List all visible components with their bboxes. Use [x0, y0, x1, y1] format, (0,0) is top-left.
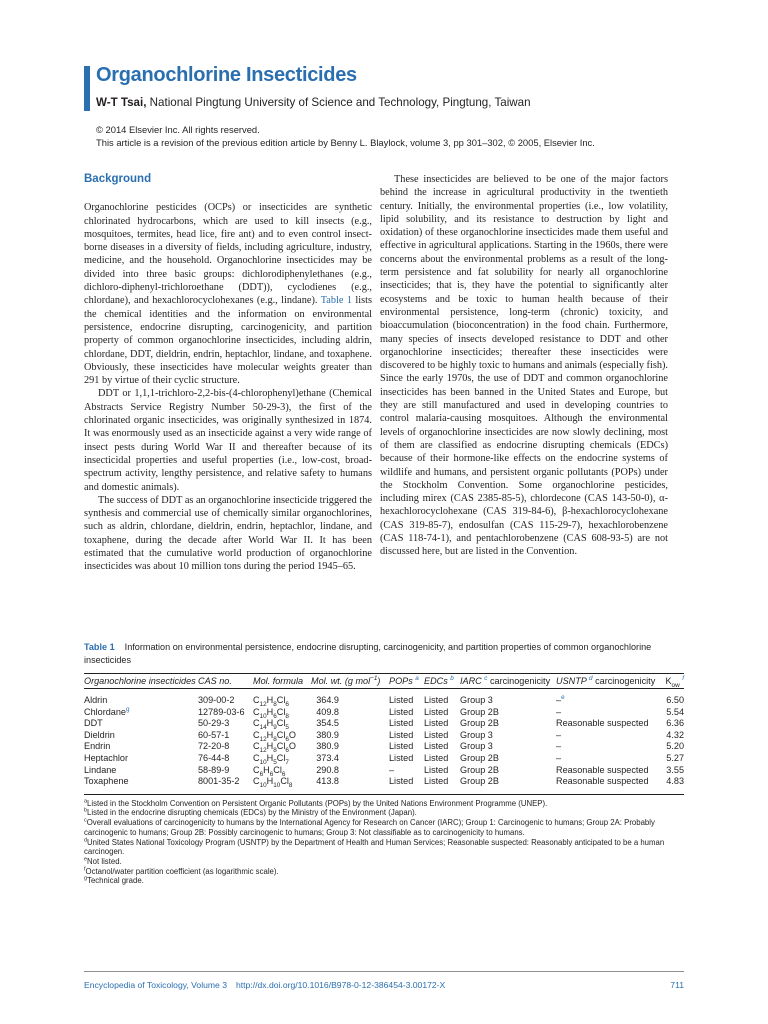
cell-mw: 364.9: [316, 695, 339, 705]
cell-formula: $C_6H_6Cl_6$: [253, 764, 286, 778]
cell-formula: $C_{10}H_5Cl_7$: [253, 752, 289, 766]
text-column-left: [84, 173, 372, 574]
header-name: Organochlorine insecticides: [84, 676, 196, 686]
cell-pops: Listed: [389, 752, 414, 763]
cell-iarc: Group 3: [460, 729, 493, 740]
cell-usntp: Reasonable suspected: [556, 776, 649, 787]
footnote: $^b$Listed in the endocrine disrupting chemicals (EDCs) by the Ministry of the Environment (Japan).: [84, 807, 417, 818]
table-1-link[interactable]: Table 1: [320, 295, 352, 307]
footnote: $^d$United States National Toxicology Program (USNTP) by the Department of Health and Human Services; Reasonable suspected: Reasonably anticipated to be a human carcinogen.: [84, 836, 665, 857]
cell-name: Heptachlor: [84, 752, 128, 763]
table-1: [84, 641, 684, 886]
header-iarc: IARC $^c$ carcinogenicity: [460, 674, 551, 686]
cell-kow: 3.55: [666, 764, 684, 775]
cell-kow: 6.50: [666, 695, 684, 705]
cell-name: Toxaphene: [84, 776, 129, 787]
title-accent-bar: [84, 66, 90, 111]
cell-kow: 4.83: [666, 776, 684, 787]
cell-pops: Listed: [389, 718, 414, 729]
article-title: Organochlorine Insecticides: [96, 64, 357, 86]
table-footnotes: [84, 799, 684, 886]
table-row: [84, 718, 684, 730]
cell-pops: –: [389, 764, 395, 775]
author-affiliation: National Pingtung University of Science and Technology, Pingtung, Taiwan: [146, 96, 531, 109]
header-cas: CAS no.: [198, 676, 232, 686]
cell-mw: 409.8: [316, 706, 339, 717]
cell-mw: 413.8: [316, 776, 339, 787]
cell-mw: 380.9: [316, 729, 339, 740]
section-heading: Background: [84, 173, 152, 185]
paragraph-1-text-cont: lists the chemical identities and the information on environmental persistence, endocrine disrupting, carcinogenicity, and partition property of common organochlorine insecticides, including aldrin, chlordane, DDT, dieldrin, endrin, heptachlor, lindane, and toxaphene. Obviously, these insecticides have molecular weights greater than 291 by virtue of their cyclic structure.: [84, 295, 372, 387]
cell-name: Lindane: [84, 764, 117, 775]
cell-pops: Listed: [389, 695, 414, 705]
cell-pops: Listed: [389, 776, 414, 787]
table-row: [84, 730, 684, 742]
copyright-line: © 2014 Elsevier Inc. All rights reserved.: [96, 124, 260, 135]
cell-iarc: Group 2B: [460, 764, 499, 775]
cell-edcs: Listed: [424, 741, 449, 752]
header-kow: $K_{ow}$ $^f$: [665, 674, 684, 689]
table-caption: [84, 641, 684, 667]
cell-name: DDT: [84, 718, 103, 729]
cell-edcs: Listed: [424, 752, 449, 763]
cell-edcs: Listed: [424, 764, 449, 775]
revision-note: This article is a revision of the previous edition article by Benny L. Blaylock, volume 3, pp 301–302, © 2005, Elsevier Inc.: [96, 137, 595, 148]
table-row: [84, 707, 684, 719]
cell-mw: 373.4: [316, 752, 339, 763]
table-row: [84, 765, 684, 777]
author-name: W-T Tsai,: [96, 96, 147, 109]
cell-iarc: Group 2B: [460, 752, 499, 763]
cell-usntp: –: [556, 729, 562, 740]
header-mw: Mol. wt. (g mol$^{-1}$): [311, 674, 381, 686]
cell-formula: $C_{14}H_9Cl_5$: [253, 718, 289, 731]
footnote: $^e$Not listed.: [84, 856, 122, 866]
paragraph-3: The success of DDT as an organochlorine insecticide triggered the synthesis and commercial use of chemically similar organochlorines, such as aldrin, chlordane, dieldrin, endrin, heptachlor, lindane, and toxaphene, during the decade after World War II. It has been estimated that the cumulative world production of organochlorine insecticides was about 10 million tons during the period 1945–65.: [84, 494, 372, 573]
cell-iarc: Group 2B: [460, 718, 499, 729]
paragraph-4: These insecticides are believed to be one of the major factors behind the increase in agricultural productivity in the twentieth century. Initially, the environmental properties (i.e., low volatility, lipid solubility, and its resistance to destruction by light and oxidation) of these organochlorine insecticides made them useful and effective in agricultural applications. Starting in the 1960s, there were concerns about the environmental problems as a result of the long-term persistence and fat solubility for nearly all organochlorine insecticides; that is, they have the potential to significantly alter ecosystems and be toxic to human health because of their environmental persistence, long-term (chronic) toxicity, and bioaccumulation (bioconcentration) in the food chain. Furthermore, many species of insects developed resistance to DDT and other organochlorine insecticides; thereafter these insecticides were discovered to be highly toxic to humans and animals (especially fish). Since the early 1970s, the use of DDT and common organochlorine insecticides has been banned in the United States and Europe, but they are still manufactured and used in developing countries to control malaria-causing mosquitoes. Although the environmental levels of organochlorine insecticides are now slowly declining, most of them are classified as endocrine disrupting chemicals (EDCs) because of their hormone-like effects on the endocrine systems of wildlife and humans, and persistent organic pollutants (POPs) under the Stockholm Convention. Some organochlorine pesticides, including mirex (CAS 2385-85-5), chlordecone (CAS 143-50-0), α-hexachlorocyclohexane (CAS 319-84-6), β-hexachlorocyclohexane (CAS 319-85-7), endosulfan (CAS 115-29-7), hexachlorobenzene (CAS 118-74-1), and pentachlorobenzene (CAS 608-93-5) are not discussed here, but are listed in the Convention.: [380, 174, 668, 558]
table-row: [84, 695, 684, 707]
cell-cas: 50-29-3: [198, 718, 230, 729]
cell-usntp: Reasonable suspected: [556, 764, 649, 775]
paragraph-1: [84, 201, 372, 387]
text-column-right: [380, 173, 668, 559]
cell-usntp: Reasonable suspected: [556, 718, 649, 729]
header-formula: Mol. formula: [253, 676, 304, 686]
cell-pops: Listed: [389, 741, 414, 752]
cell-formula: $C_{12}H_8Cl_6$: [253, 695, 289, 708]
header-edcs: EDCs $^b$: [424, 674, 454, 686]
footer-rule: [84, 971, 684, 972]
cell-cas: 8001-35-2: [198, 776, 240, 787]
footnote: $^g$Technical grade.: [84, 875, 144, 886]
table-label: Table 1: [84, 642, 115, 652]
cell-iarc: Group 2B: [460, 776, 499, 787]
table-row: [84, 776, 684, 788]
cell-cas: 76-44-8: [198, 752, 230, 763]
cell-name: Chlordane$^g$: [84, 705, 130, 717]
table-caption-text: Information on environmental persistence, endocrine disrupting, carcinogenicity, and partition properties of common organochlorine insecticides: [84, 642, 652, 665]
cell-kow: 5.54: [666, 706, 684, 717]
footnote: $^c$Overall evaluations of carcinogenicity to humans by the International Agency for Research on Cancer (IARC); Group 1: Carcinogenic to humans; Group 2A: Probably carcinogenic to humans; Group 2B: Possibly carcinogenic to humans; Group 3: Not classifiable as to carcinogenicity to humans.: [84, 817, 655, 837]
cell-iarc: Group 3: [460, 695, 493, 705]
cell-kow: 5.20: [666, 741, 684, 752]
cell-usntp: –$^e$: [556, 693, 565, 705]
table-header-row: [84, 674, 684, 688]
cell-kow: 6.36: [666, 718, 684, 729]
table-row: [84, 741, 684, 753]
footnote: $^a$Listed in the Stockholm Convention on Persistent Organic Pollutants (POPs) by the United Nations Environment Programme (UNEP).: [84, 798, 548, 808]
cell-cas: 309-00-2: [198, 695, 235, 705]
paragraph-2: DDT or 1,1,1-trichloro-2,2-bis-(4-chlorophenyl)ethane (Chemical Abstracts Service Registry Number 50-29-3), the first of the chlorinated organic insecticides, was originally synthesized in 1874. It was enormously used as an insecticide against a very wide range of insect pests during World War II and thereafter because of its insecticidal properties and useful properties (i.e., low-cost, broad-spectrum activity, lengthy persistence, and relative safety to humans and domestic animals).: [84, 388, 372, 493]
table-body: [84, 689, 684, 788]
cell-cas: 12789-03-6: [198, 706, 245, 717]
footer-page-number: 711: [670, 980, 684, 990]
cell-pops: Listed: [389, 729, 414, 740]
cell-formula: $C_{10}H_{10}Cl_8$: [253, 776, 293, 789]
footer-doi-link[interactable]: http://dx.doi.org/10.1016/B978-0-12-386454-3.00172-X: [236, 980, 446, 990]
cell-cas: 58-89-9: [198, 764, 230, 775]
header-usntp: USNTP $^d$ carcinogenicity: [556, 674, 656, 686]
cell-name: Aldrin: [84, 695, 108, 705]
cell-usntp: –: [556, 706, 562, 717]
cell-name: Dieldrin: [84, 729, 115, 740]
cell-pops: Listed: [389, 706, 414, 717]
copyright-block: [96, 123, 595, 149]
cell-cas: 60-57-1: [198, 729, 230, 740]
cell-edcs: Listed: [424, 706, 449, 717]
cell-iarc: Group 2B: [460, 706, 499, 717]
footnote: $^f$Octanol/water partition coefficient (as logarithmic scale).: [84, 866, 279, 876]
header-pops: POPs $^a$: [389, 674, 419, 686]
cell-kow: 4.32: [666, 729, 684, 740]
cell-mw: 354.5: [316, 718, 339, 729]
cell-edcs: Listed: [424, 718, 449, 729]
author-line: [96, 96, 531, 109]
cell-formula: $C_{10}H_6Cl_8$: [253, 706, 289, 720]
paragraph-1-text: Organochlorine pesticides (OCPs) or insecticides are synthetic chlorinated hydrocarbons, which are used to kill insects (e.g., mosquitoes, termites, head lice, fire ant) and to even control insect-borne diseases in a diversity of fields, including agriculture, industry, medicine, and the household. Organochlorine insecticides may be divided into three basic groups: dichlorodiphenylethanes (e.g., dichloro-diphenyl-trichloroethane (DDT)), cyclodienes (e.g., chlordane), and hexachlorocyclohexanes (e.g., lindane).: [84, 202, 372, 307]
cell-cas: 72-20-8: [198, 741, 230, 752]
cell-name: Endrin: [84, 741, 111, 752]
cell-usntp: –: [556, 752, 562, 763]
footer-journal: Encyclopedia of Toxicology, Volume 3: [84, 980, 227, 990]
cell-formula: $C_{12}H_8Cl_6O$: [253, 729, 296, 743]
table-bottom-rule: [84, 794, 684, 795]
cell-kow: 5.27: [666, 752, 684, 763]
table-row: [84, 753, 684, 765]
cell-edcs: Listed: [424, 695, 449, 705]
cell-iarc: Group 3: [460, 741, 493, 752]
cell-edcs: Listed: [424, 729, 449, 740]
cell-mw: 380.9: [316, 741, 339, 752]
cell-mw: 290.8: [316, 764, 339, 775]
cell-formula: $C_{12}H_8Cl_6O$: [253, 741, 296, 755]
cell-usntp: –: [556, 741, 562, 752]
cell-edcs: Listed: [424, 776, 449, 787]
